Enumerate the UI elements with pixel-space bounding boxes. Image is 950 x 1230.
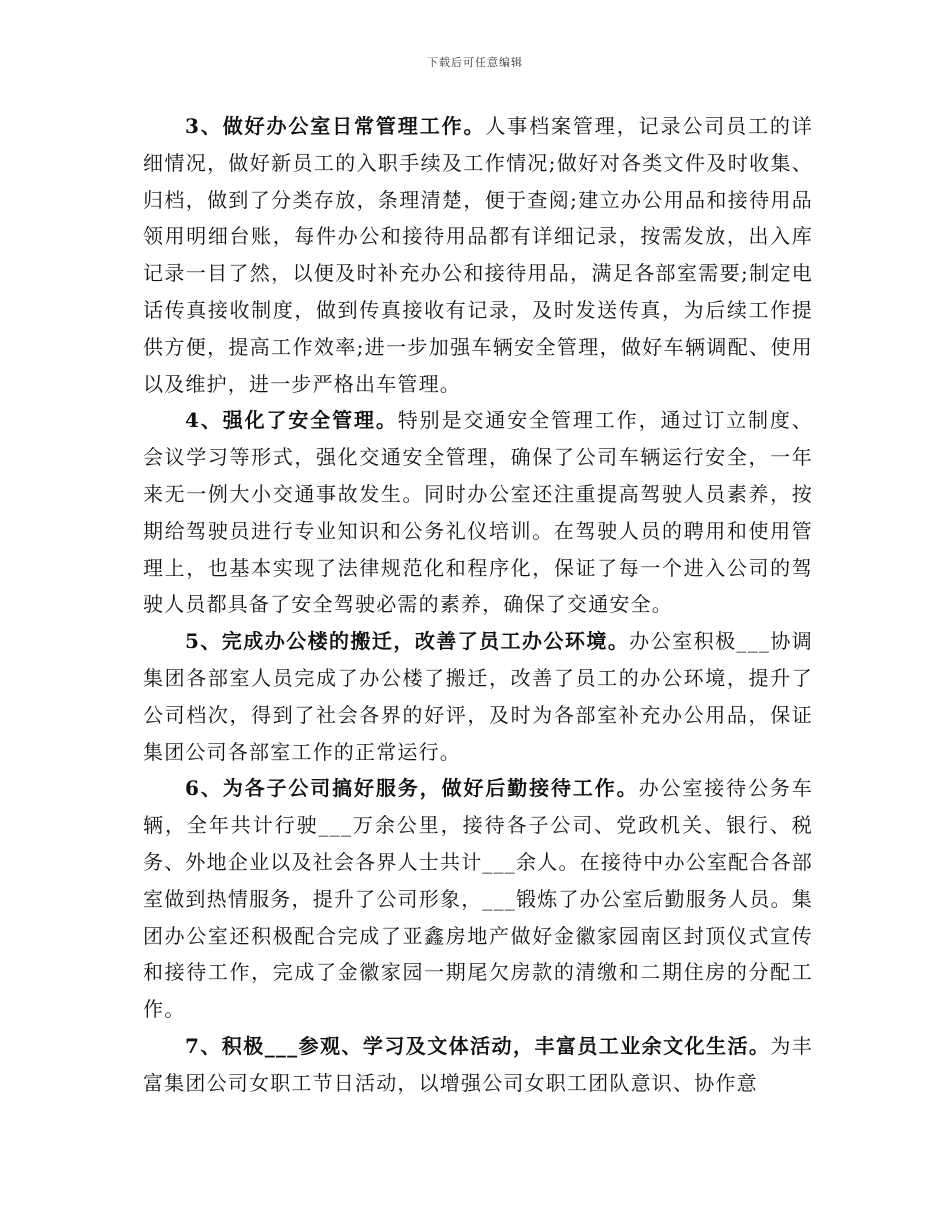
paragraph-text: 为丰富集团公司女职工节日活动，以增强公司女职工团队意识、协作意	[143, 1033, 814, 1095]
paragraph-text: 办公室接待公务车辆，全年共计行驶___万余公里，接待各子公司、党政机关、银行、税务、外地企业以及社会各界人士共计___余人。在接待中办公室配合各部室做到热情服务，提升了公司形象，___锻炼了办公室后勤服务人员。集团办公室还积极配合完成了亚鑫房地产做好金徽家园南区封顶仪式宣传和接待工作，完成了金徽家园一期尾欠房款的清缴和二期住房的分配工作。	[143, 776, 813, 1022]
paragraph-heading: 5、完成办公楼的搬迁，改善了员工办公环境。	[185, 629, 630, 654]
paragraph-heading: 3、做好办公室日常管理工作。	[185, 114, 486, 138]
paragraph-logistics-service	[143, 770, 813, 1028]
paragraph-text: 特别是交通安全管理工作，通过订立制度、会议学习等形式，强化交通安全管理，确保了公司车辆运行安全，一年来无一例大小交通事故发生。同时办公室还注重提高驾驶人员素养，按期给驾驶员进行专业知识和公务礼仪培训。在驾驶人员的聘用和使用管理上，也基本实现了法律规范化和程序化，保证了每一个进入公司的驾驶人员都具备了安全驾驶必需的素养，确保了交通安全。	[143, 408, 813, 617]
paragraph-cultural-activities	[143, 1028, 813, 1102]
paragraph-office-management	[143, 108, 813, 402]
document-body	[143, 108, 813, 1102]
paragraph-heading: 4、强化了安全管理。	[185, 408, 398, 433]
paragraph-office-relocation	[143, 623, 813, 770]
paragraph-heading: 7、积极___参观、学习及文体活动，丰富员工业余文化生活。	[185, 1033, 771, 1058]
paragraph-text: 办公室积极___协调集团各部室人员完成了办公楼了搬迁，改善了员工的办公环境，提升了公司档次，得到了社会各界的好评，及时为各部室补充办公用品，保证集团公司各部室工作的正常运行。	[143, 629, 813, 764]
paragraph-text: 人事档案管理，记录公司员工的详细情况，做好新员工的入职手续及工作情况;做好对各类文件及时收集、归档，做到了分类存放，条理清楚，便于查阅;建立办公用品和接待用品领用明细台账，每件办公和接待用品都有详细记录，按需发放，出入库记录一目了然，以便及时补充办公和接待用品，满足各部室需要;制定电话传真接收制度，做到传真接收有记录，及时发送传真，为后续工作提供方便，提高工作效率;进一步加强车辆安全管理，做好车辆调配、使用以及维护，进一步严格出车管理。	[143, 114, 813, 396]
paragraph-heading: 6、为各子公司搞好服务，做好后勤接待工作。	[185, 776, 639, 801]
page-header-note: 下载后可任意编辑	[427, 56, 523, 69]
paragraph-safety-management	[143, 402, 813, 623]
